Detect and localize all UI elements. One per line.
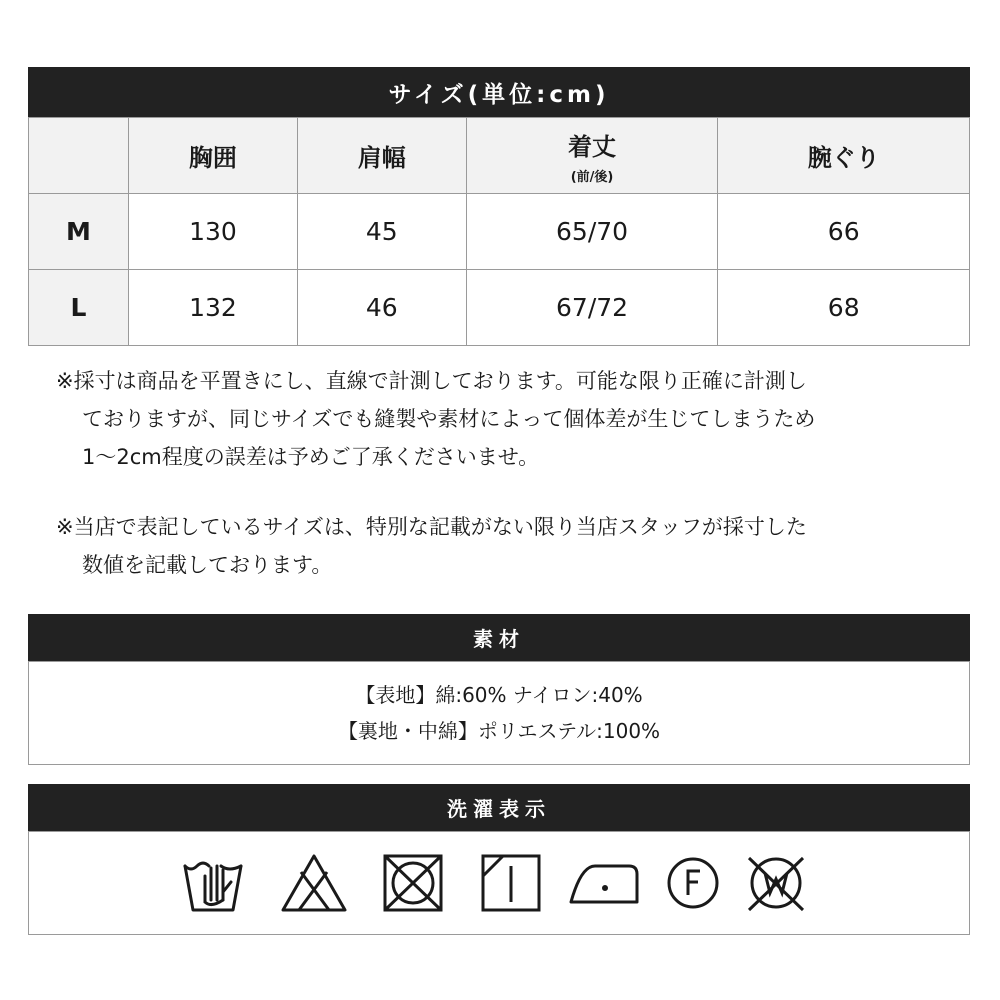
note-line: ※採寸は商品を平置きにし、直線で計測しております。可能な限り正確に計測し bbox=[56, 369, 807, 393]
table-cell: 65/70 bbox=[466, 194, 718, 270]
row-header-size: L bbox=[29, 270, 129, 346]
care-section-header bbox=[28, 784, 970, 831]
column-subheader-length: (前/後) bbox=[570, 169, 614, 185]
material-line-outer: 【表地】綿:60% ナイロン:40% bbox=[355, 683, 643, 707]
size-notes bbox=[56, 362, 956, 584]
note-line: 数値を記載しております。 bbox=[82, 553, 333, 577]
no-bleach-icon bbox=[279, 852, 349, 914]
care-section-title: 洗濯表示 bbox=[447, 797, 551, 821]
size-source-note bbox=[56, 508, 956, 584]
table-cell: 66 bbox=[718, 194, 970, 270]
material-box bbox=[28, 661, 970, 765]
dry-clean-f-icon bbox=[661, 852, 725, 914]
iron-low-icon bbox=[565, 852, 645, 914]
column-header-shoulder: 肩幅 bbox=[297, 118, 466, 194]
size-table-header-row bbox=[29, 118, 970, 194]
table-cell: 132 bbox=[129, 270, 298, 346]
size-section-title: サイズ(単位:cm) bbox=[388, 81, 610, 108]
column-header-chest: 胸囲 bbox=[129, 118, 298, 194]
hand-wash-icon bbox=[181, 852, 245, 914]
table-cell: 45 bbox=[297, 194, 466, 270]
table-cell: 67/72 bbox=[466, 270, 718, 346]
no-tumble-dry-icon bbox=[381, 852, 445, 914]
column-header-length: 着丈 (前/後) bbox=[466, 118, 718, 194]
column-header-armhole: 腕ぐり bbox=[718, 118, 970, 194]
drip-dry-shade-icon bbox=[479, 852, 543, 914]
size-table bbox=[28, 117, 970, 346]
no-wet-clean-icon bbox=[741, 852, 811, 914]
table-cell: 68 bbox=[718, 270, 970, 346]
material-line-lining: 【裏地・中綿】ポリエステル:100% bbox=[337, 719, 661, 743]
care-symbols-box bbox=[28, 831, 970, 935]
row-header-size: M bbox=[29, 194, 129, 270]
material-section-title: 素材 bbox=[473, 627, 525, 651]
note-line: ※当店で表記しているサイズは、特別な記載がない限り当店スタッフが採寸した bbox=[56, 515, 807, 539]
material-section-header bbox=[28, 614, 970, 661]
note-line: ておりますが、同じサイズでも縫製や素材によって個体差が生じてしまうため bbox=[82, 407, 816, 431]
table-row bbox=[29, 194, 970, 270]
table-cell: 130 bbox=[129, 194, 298, 270]
measurement-note bbox=[56, 362, 956, 476]
size-section-header bbox=[28, 67, 970, 117]
size-table-corner bbox=[29, 118, 129, 194]
table-cell: 46 bbox=[297, 270, 466, 346]
table-row bbox=[29, 270, 970, 346]
note-line: 1〜2cm程度の誤差は予めご了承くださいませ。 bbox=[82, 445, 540, 469]
